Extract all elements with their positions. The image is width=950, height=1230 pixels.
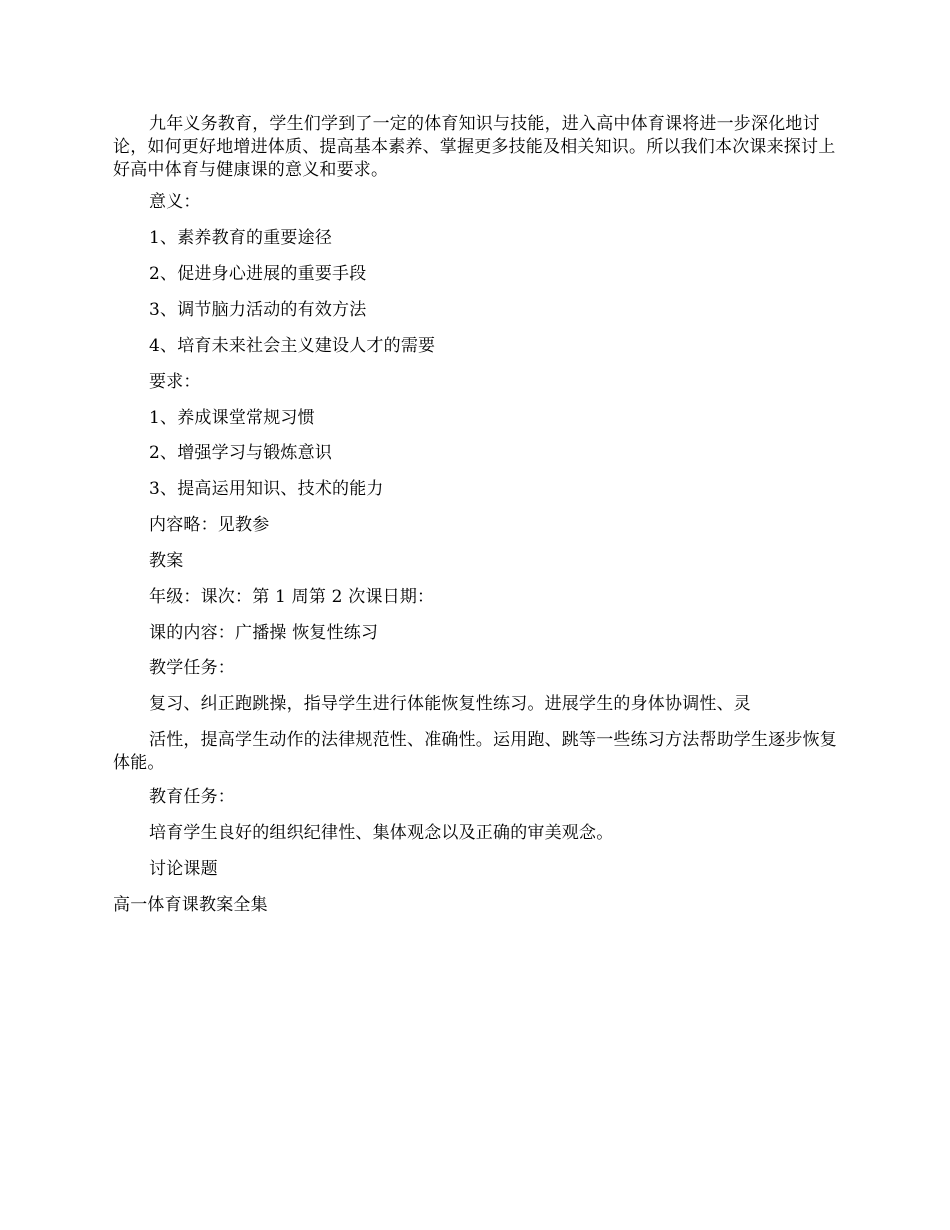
education-task-heading: 教育任务： [149,787,235,807]
lesson-plan-heading: 教案 [149,551,184,571]
grade-line: 年级：课次：第 1 周第 2 次课日期： [149,587,435,607]
requirement-heading: 要求： [149,372,201,392]
teaching-task-line-2: 活性，提高学生动作的法律规范性、准确性。运用跑、跳等一些练习方法帮助学生逐步恢复体能。 [113,730,837,773]
meaning-item-1: 1、素养教育的重要途径 [149,228,333,248]
meaning-item-4: 4、培育未来社会主义建设人才的需要 [149,336,436,356]
meaning-item-3: 3、调节脑力活动的有效方法 [149,300,367,320]
meaning-heading: 意义： [149,192,201,212]
discussion-topic: 讨论课题 [149,859,218,879]
intro-paragraph: 九年义务教育，学生们学到了一定的体育知识与技能，进入高中体育课将进一步深化地讨论，如何更好地增进体质、提高基本素养、掌握更多技能及相关知识。所以我们本次课来探讨上好高中体育与健康课的意义和要求。 [113,114,836,180]
lesson-content: 课的内容：广播操 恢复性练习 [149,623,379,643]
requirement-item-1: 1、养成课堂常规习惯 [149,408,315,428]
meaning-item-2: 2、促进身心进展的重要手段 [149,264,367,284]
requirement-item-3: 3、提高运用知识、技术的能力 [149,479,384,499]
footer-title: 高一体育课教案全集 [113,895,268,915]
content-note: 内容略：见教参 [149,515,270,535]
teaching-task-heading: 教学任务： [149,658,235,678]
requirement-item-2: 2、增强学习与锻炼意识 [149,443,333,463]
education-task-text: 培育学生良好的组织纪律性、集体观念以及正确的审美观念。 [149,823,614,843]
teaching-task-line-1: 复习、纠正跑跳操，指导学生进行体能恢复性练习。进展学生的身体协调性、灵 [149,694,751,714]
